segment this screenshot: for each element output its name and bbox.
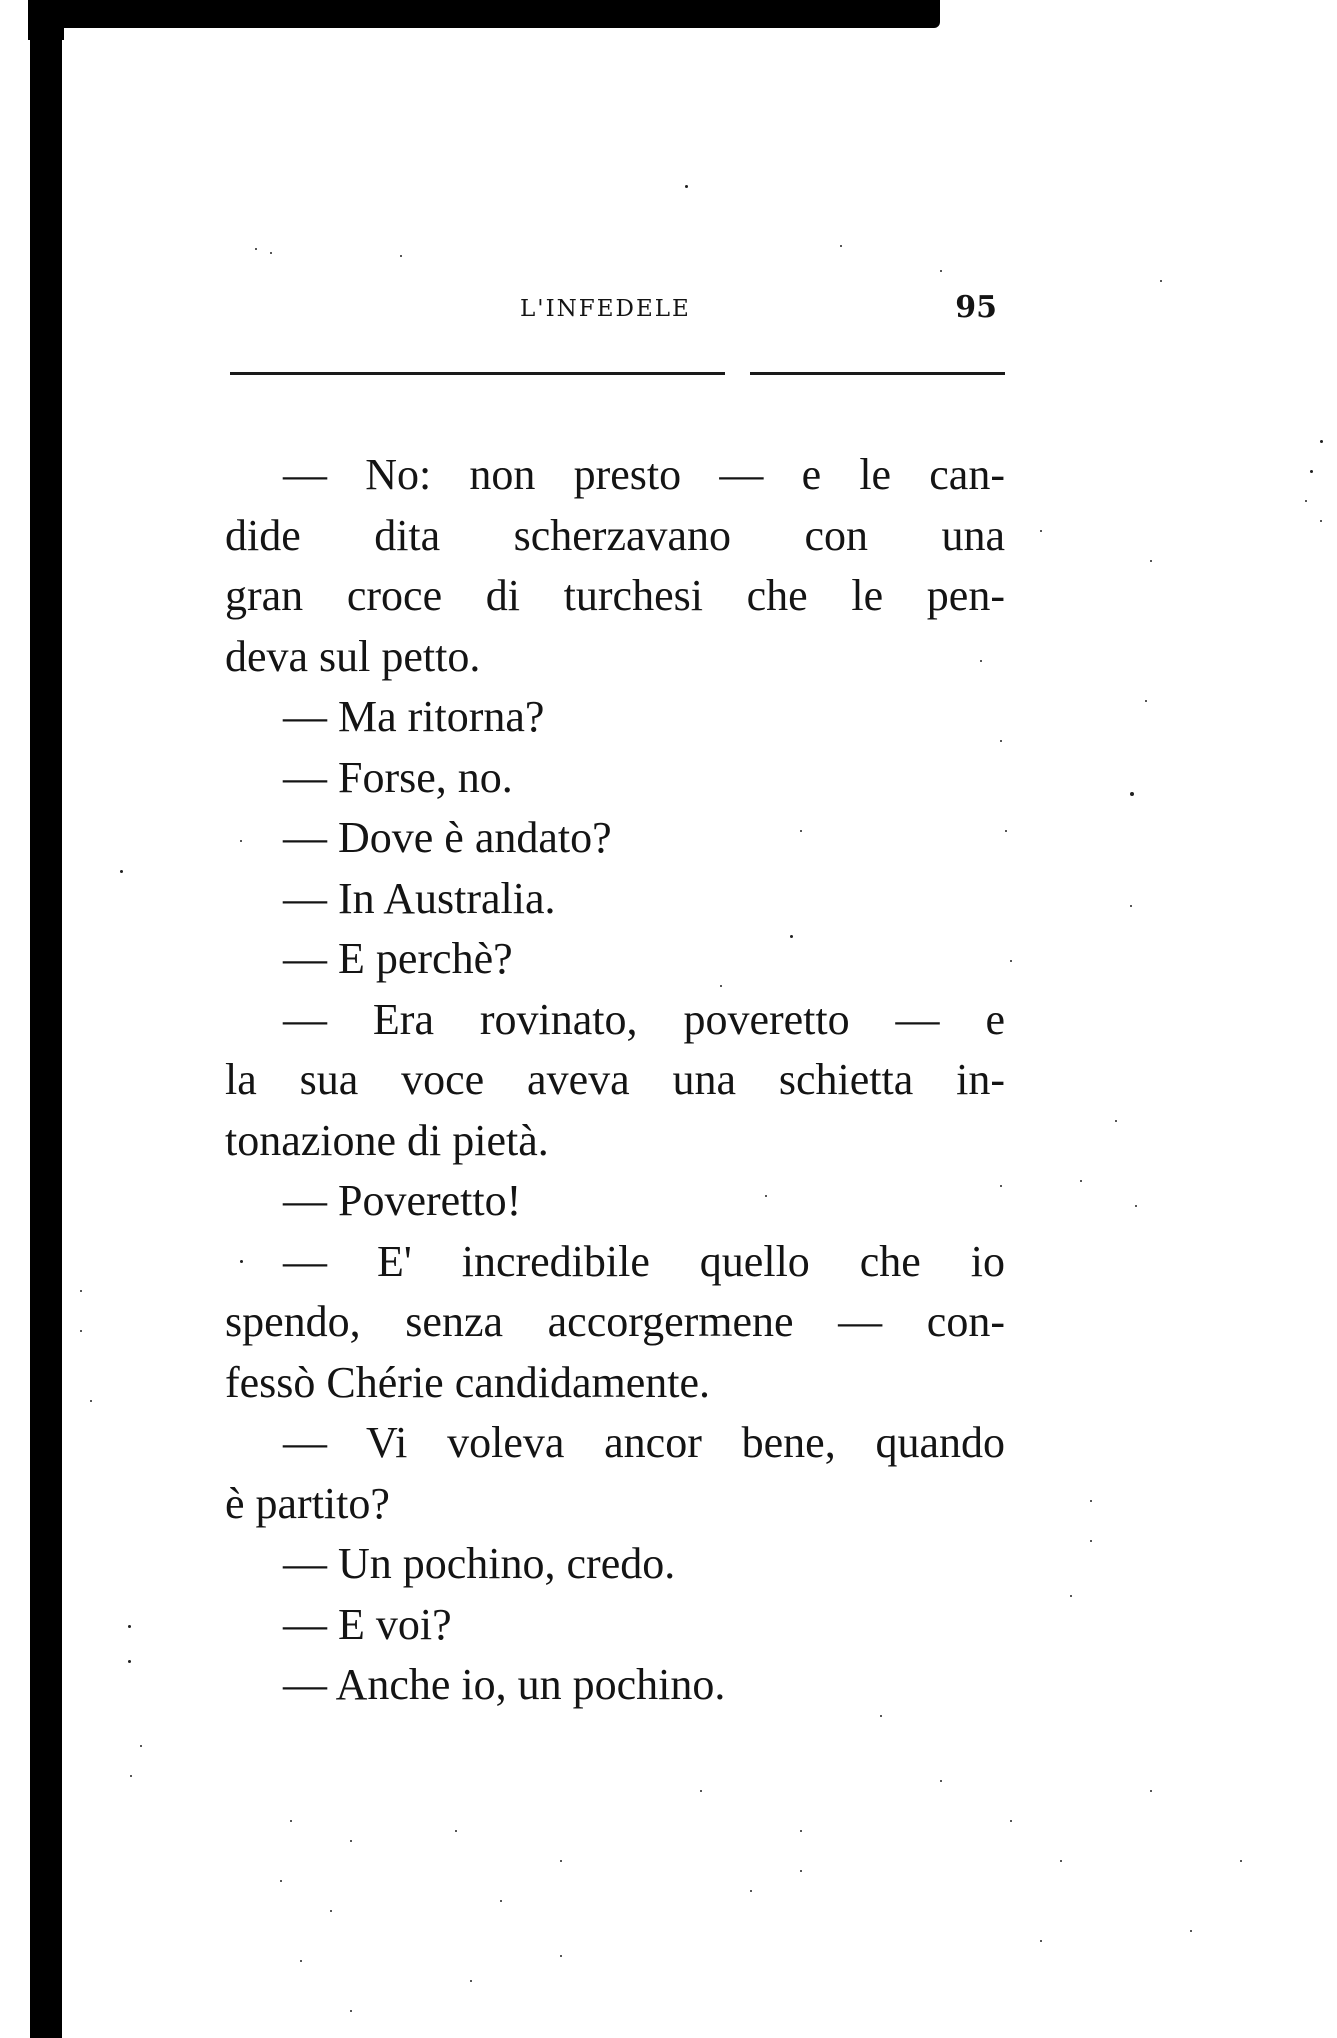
text-line: fessò Chérie candidamente. — [225, 1357, 711, 1407]
speck — [290, 1820, 292, 1822]
speck — [350, 2010, 352, 2012]
speck — [800, 830, 802, 832]
speck — [1240, 1860, 1242, 1862]
text-line: deva sul petto. — [225, 631, 481, 681]
speck — [880, 1715, 882, 1717]
text-line: — Un pochino, credo. — [283, 1539, 676, 1588]
speck — [240, 1260, 243, 1263]
speck — [1060, 1860, 1062, 1862]
running-title: L'INFEDELE — [520, 296, 691, 322]
speck — [255, 248, 257, 250]
speck — [1005, 830, 1007, 832]
text-line: spendo, senza accorgermene — con- — [225, 1297, 1005, 1346]
speck — [560, 1860, 562, 1862]
speck — [1320, 440, 1323, 443]
speck — [90, 1400, 92, 1402]
scan-corner — [28, 0, 64, 40]
scan-margin — [0, 0, 30, 2038]
speck — [1135, 1205, 1137, 1207]
text-line: — No: non presto — e le can- — [283, 450, 1005, 499]
speck — [1305, 500, 1307, 502]
page-number: 95 — [955, 290, 997, 325]
text-line: — Vi voleva ancor bene, quando — [283, 1418, 1005, 1467]
speck — [130, 1775, 132, 1777]
text-line: — Poveretto! — [283, 1176, 522, 1225]
speck — [685, 185, 688, 188]
header-rule-right — [750, 372, 1005, 375]
speck — [300, 1960, 302, 1962]
speck — [1010, 1820, 1012, 1822]
speck — [720, 985, 722, 987]
text-line: gran croce di turchesi che le pen- — [225, 571, 1005, 620]
speck — [940, 1780, 942, 1782]
speck — [1160, 280, 1162, 282]
speck — [1090, 1500, 1092, 1502]
speck — [1145, 700, 1147, 702]
body-text — [225, 445, 1005, 1716]
speck — [1000, 740, 1002, 742]
text-line: — Anche io, un pochino. — [283, 1660, 726, 1709]
speck — [330, 1910, 332, 1912]
speck — [455, 1830, 457, 1832]
speck — [765, 1195, 767, 1197]
text-line: — Ma ritorna? — [283, 692, 545, 741]
speck — [840, 245, 842, 247]
speck — [1320, 520, 1322, 522]
speck — [1010, 960, 1012, 962]
speck — [800, 1830, 802, 1832]
speck — [980, 660, 982, 662]
speck — [1090, 1540, 1092, 1542]
speck — [1115, 1120, 1117, 1122]
text-line: tonazione di pietà. — [225, 1115, 549, 1165]
text-line: è partito? — [225, 1478, 390, 1528]
text-line: dide dita scherzavano con una — [225, 510, 1005, 560]
text-line: la sua voce aveva una schietta in- — [225, 1055, 1005, 1104]
text-line: — E' incredibile quello che io — [283, 1236, 1005, 1286]
speck — [940, 270, 942, 272]
speck — [1190, 1930, 1192, 1932]
text-line: — Era rovinato, poveretto — e — [283, 994, 1005, 1044]
speck — [280, 1880, 282, 1882]
speck — [140, 1745, 142, 1747]
text-line: — E perchè? — [283, 934, 513, 983]
speck — [1130, 905, 1132, 907]
speck — [1070, 1595, 1072, 1597]
speck — [790, 935, 793, 938]
speck — [500, 1900, 502, 1902]
speck — [700, 1790, 702, 1792]
speck — [80, 1290, 82, 1292]
text-line: — In Australia. — [283, 873, 556, 923]
speck — [350, 1840, 352, 1842]
speck — [800, 1870, 802, 1872]
speck — [120, 870, 123, 873]
speck — [1040, 530, 1042, 532]
speck — [128, 1660, 131, 1663]
page-header — [230, 290, 1005, 336]
speck — [1000, 1185, 1002, 1187]
speck — [80, 1330, 82, 1332]
speck — [1310, 470, 1313, 473]
speck — [240, 840, 242, 842]
header-rule-left — [230, 372, 725, 375]
speck — [270, 252, 272, 254]
speck — [1040, 1940, 1042, 1942]
speck — [1150, 1790, 1152, 1792]
speck — [1150, 560, 1152, 562]
speck — [1080, 1180, 1082, 1182]
speck — [560, 1955, 562, 1957]
speck — [400, 255, 402, 257]
scan-border-top — [40, 0, 940, 28]
speck — [470, 1980, 472, 1982]
text-line: — E voi? — [283, 1599, 452, 1649]
text-line: — Dove è andato? — [283, 813, 612, 862]
speck — [1130, 792, 1134, 796]
speck — [750, 1890, 752, 1892]
text-line: — Forse, no. — [283, 752, 513, 802]
speck — [128, 1625, 131, 1628]
